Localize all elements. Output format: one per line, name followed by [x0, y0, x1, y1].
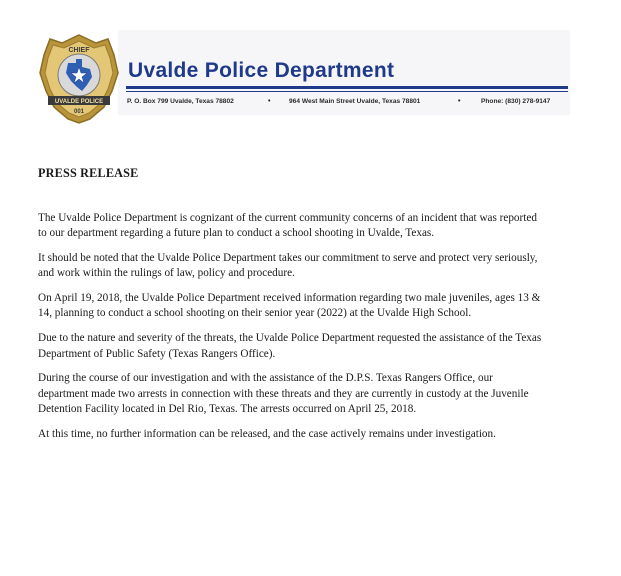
- document-heading: PRESS RELEASE: [38, 166, 139, 180]
- line: and work within the rulings of law, policy and procedure.: [38, 267, 295, 280]
- line: to our department regarding a future plan to conduct a school shooting in Uvalde, Texas.: [38, 227, 435, 240]
- line: At this time, no further information can be released, and the case actively remains under investigation.: [38, 427, 496, 440]
- contact-separator: •: [458, 98, 461, 105]
- line: The Uvalde Police Department is cognizant of the current community concerns of an incident that was reported: [38, 212, 537, 224]
- line: 14, planning to conduct a school shooting on their senior year (2022) at the Uvalde High School.: [38, 307, 472, 320]
- line: It should be noted that the Uvalde Police Department takes our commitment to serve and protect very seriously,: [38, 252, 538, 265]
- paragraph: [38, 211, 598, 242]
- line: Department of Public Safety (Texas Rangers Office).: [38, 347, 276, 360]
- paragraph: [38, 371, 598, 417]
- letterhead: [0, 0, 621, 140]
- document-body: [38, 211, 598, 452]
- line: department made two arrests in connection with these threats and they are currently in custody at the Juvenile: [38, 387, 529, 400]
- paragraph: [38, 427, 598, 442]
- contact-street: 964 West Main Street Uvalde, Texas 78801: [289, 98, 421, 105]
- police-badge-icon: [38, 33, 120, 125]
- line: Due to the nature and severity of the threats, the Uvalde Police Department requested the assistance of the Texas: [38, 332, 542, 345]
- contact-phone: Phone: (830) 278-9147: [481, 98, 551, 105]
- department-name: Uvalde Police Department: [128, 59, 395, 82]
- line: During the course of our investigation and with the assistance of the D.P.S. Texas Rangers Office, our: [38, 372, 493, 385]
- svg-text:001: 001: [73, 109, 85, 115]
- paragraph: [38, 331, 598, 362]
- header-rule-thick: [126, 86, 568, 89]
- paragraph: [38, 251, 598, 282]
- svg-text:UVALDE POLICE: UVALDE POLICE: [54, 99, 104, 105]
- line: On April 19, 2018, the Uvalde Police Department received information regarding two male juveniles, ages 13 &: [38, 292, 541, 305]
- contact-po-box: P. O. Box 799 Uvalde, Texas 78802: [127, 98, 234, 105]
- svg-text:CHIEF: CHIEF: [68, 47, 90, 54]
- contact-separator: •: [268, 98, 271, 105]
- header-rule-thin: [126, 91, 568, 92]
- paragraph: [38, 291, 598, 322]
- line: Detention Facility located in Del Rio, Texas. The arrests occurred on April 25, 2018.: [38, 402, 417, 415]
